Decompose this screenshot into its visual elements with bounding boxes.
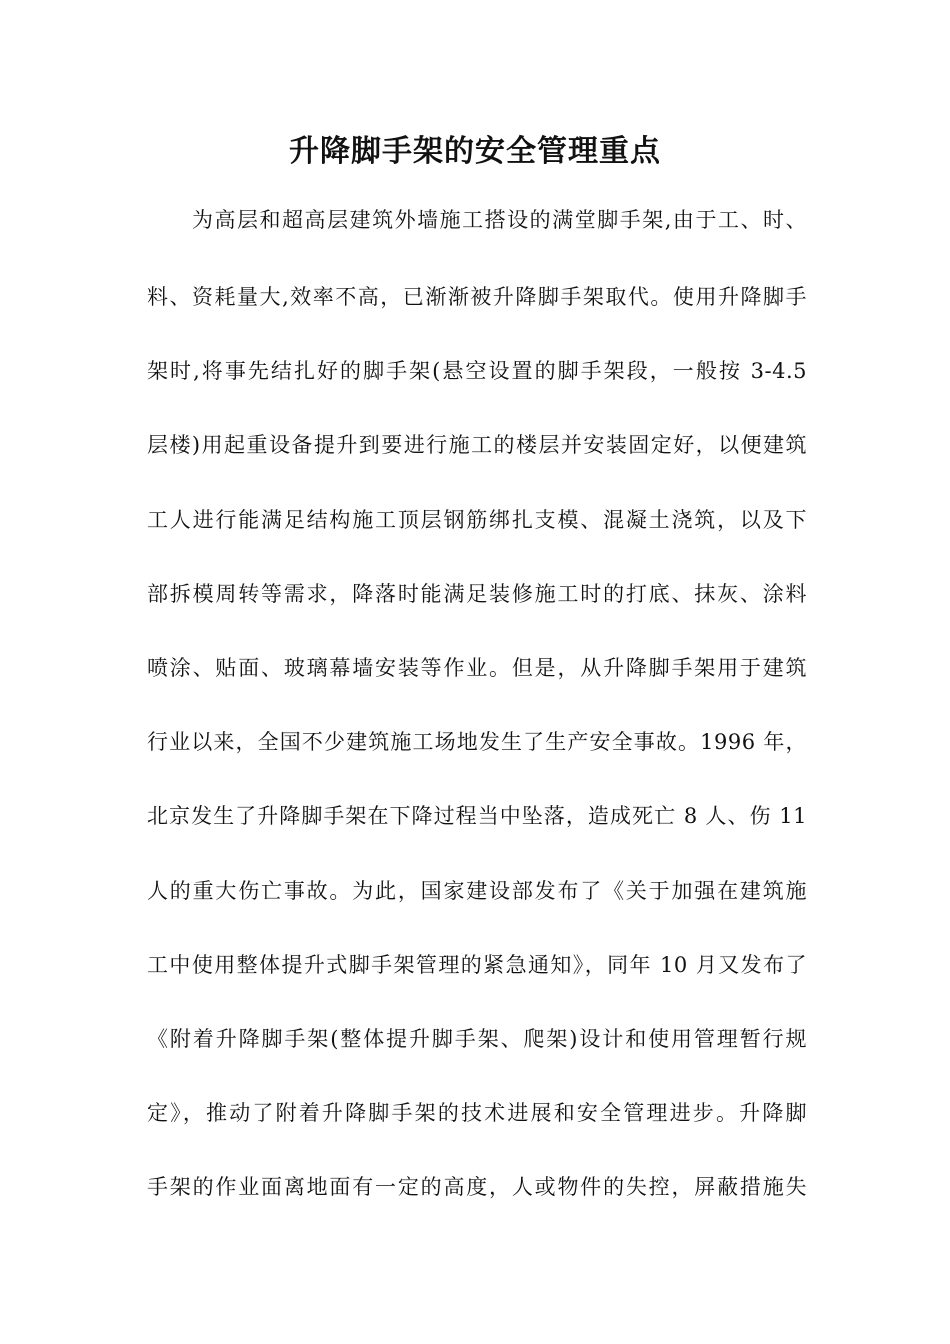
paragraph-line: 工人进行能满足结构施工顶层钢筋绑扎支模、混凝土浇筑，以及下 <box>147 508 807 532</box>
paragraph-line: 为高层和超高层建筑外墙施工搭设的满堂脚手架,由于工、时、 <box>192 208 807 232</box>
document-title: 升降脚手架的安全管理重点 <box>289 134 661 169</box>
paragraph-line: 定》，推动了附着升降脚手架的技术进展和安全管理进步。升降脚 <box>147 1101 807 1125</box>
paragraph-line: 人的重大伤亡事故。为此，国家建设部发布了《关于加强在建筑施 <box>147 879 807 903</box>
paragraph-line: 手架的作业面离地面有一定的高度，人或物件的失控，屏蔽措施失 <box>147 1175 807 1199</box>
paragraph-line: 《附着升降脚手架(整体提升脚手架、爬架)设计和使用管理暂行规 <box>147 1027 807 1051</box>
paragraph-line: 料、资耗量大,效率不高，已渐渐被升降脚手架取代。使用升降脚手 <box>147 285 807 309</box>
paragraph-line: 层楼)用起重设备提升到要进行施工的楼层并安装固定好，以便建筑 <box>147 433 807 457</box>
paragraph-line: 部拆模周转等需求，降落时能满足装修施工时的打底、抹灰、涂料 <box>147 582 807 606</box>
paragraph-line: 喷涂、贴面、玻璃幕墙安装等作业。但是，从升降脚手架用于建筑 <box>147 656 807 680</box>
paragraph-line: 架时,将事先结扎好的脚手架(悬空设置的脚手架段，一般按 3-4.5 <box>147 359 807 383</box>
paragraph-line: 工中使用整体提升式脚手架管理的紧急通知》，同年 10 月又发布了 <box>147 953 807 977</box>
paragraph-line: 北京发生了升降脚手架在下降过程当中坠落，造成死亡 8 人、伤 11 <box>147 804 807 828</box>
paragraph-line: 行业以来，全国不少建筑施工场地发生了生产安全事故。1996 年， <box>147 730 807 754</box>
